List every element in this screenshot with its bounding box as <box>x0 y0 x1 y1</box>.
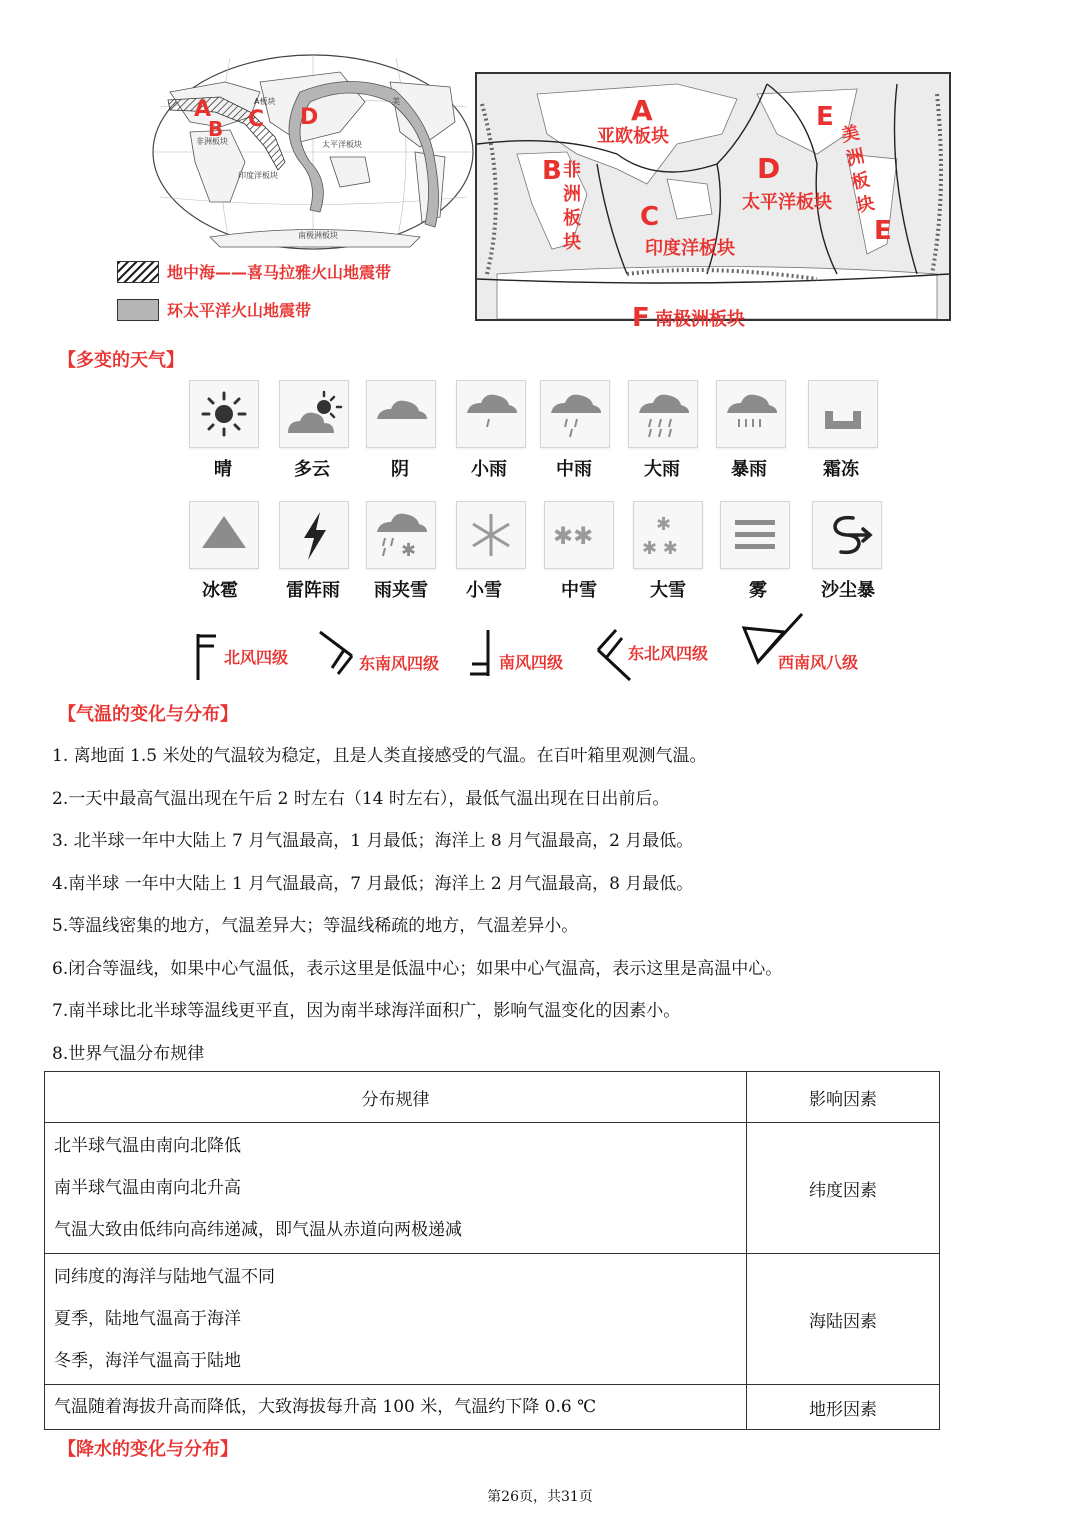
plate-name-antarctic: 南极洲板块 <box>655 309 745 330</box>
table-cell-rules <box>45 1385 747 1430</box>
plate-letter-e2: E <box>874 216 892 246</box>
plate-name-pacific: 太平洋板块 <box>742 192 832 213</box>
thunderstorm-icon <box>279 501 349 569</box>
table-header-cell: 影响因素 <box>747 1072 940 1123</box>
table-cell-factor: 地形因素 <box>747 1385 940 1430</box>
hail-icon <box>189 501 259 569</box>
table-cell-rules <box>45 1254 747 1385</box>
weather-label: 小雪 <box>466 580 502 601</box>
map-label-small: A板块 <box>254 97 276 106</box>
temperature-item: 2.一天中最高气温出现在午后 2 时左右（14 时左右），最低气温出现在日出前后。 <box>52 789 670 809</box>
plate-letter-c: C <box>640 202 660 232</box>
plate-name-indian: 印度洋板块 <box>645 238 735 259</box>
plate-letter-a: A <box>194 97 212 122</box>
weather-label: 暴雨 <box>731 459 767 480</box>
map-label-small: 太平洋板块 <box>322 140 362 149</box>
map-label-small: 美 <box>392 97 400 106</box>
wind-label: 北风四级 <box>224 648 289 667</box>
light-rain-icon <box>456 380 526 448</box>
plate-letter-c: C <box>248 107 265 132</box>
weather-label: 阴 <box>391 459 409 480</box>
wind-label: 南风四级 <box>499 653 564 672</box>
vertical-char: 板 <box>563 208 581 229</box>
temperature-item: 7.南半球比北半球等温线更平直，因为南半球海洋面积广，影响气温变化的因素小。 <box>52 1001 681 1021</box>
table-cell-factor: 纬度因素 <box>747 1123 940 1254</box>
plate-letter-b: B <box>542 156 562 186</box>
heavy-rain-icon <box>628 380 698 448</box>
rule-line: 气温随着海拔升高而降低，大致海拔每升高 100 米，气温约下降 0.6 ℃ <box>54 1397 597 1417</box>
weather-label: 雨夹雪 <box>374 580 428 601</box>
weather-label: 中雨 <box>556 459 592 480</box>
rainstorm-icon <box>716 380 786 448</box>
weather-label: 雾 <box>749 580 767 601</box>
plate-tectonics-map <box>475 72 951 321</box>
rule-line: 夏季，陆地气温高于海洋 <box>54 1309 241 1329</box>
heavy-snow-icon <box>633 501 703 569</box>
temperature-item: 4.南半球 一年中大陆上 1 月气温最高，7 月最低；海洋上 2 月气温最高，8 月最低。 <box>52 874 694 894</box>
table-row <box>45 1385 940 1430</box>
sleet-icon <box>366 501 436 569</box>
weather-label: 大雪 <box>650 580 686 601</box>
plate-letter-b: B <box>208 117 224 141</box>
weather-label: 冰雹 <box>202 580 238 601</box>
sandstorm-icon <box>812 501 882 569</box>
wind-label: 东北风四级 <box>628 644 709 663</box>
volcano-earthquake-belt-map <box>150 52 476 252</box>
temperature-item: 6.闭合等温线，如果中心气温低，表示这里是低温中心；如果中心气温高，表示这里是高温中心。 <box>52 959 783 979</box>
map-label-small: 南极洲板块 <box>298 231 338 240</box>
precipitation-heading: 【降水的变化与分布】 <box>58 1439 238 1460</box>
temperature-distribution-table <box>44 1071 940 1430</box>
page-number: 第26页，共31页 <box>487 1489 593 1505</box>
table-cell-factor: 海陆因素 <box>747 1254 940 1385</box>
weather-label: 大雨 <box>644 459 680 480</box>
weather-label: 多云 <box>294 459 330 480</box>
table-header-row <box>45 1072 940 1123</box>
weather-label: 雷阵雨 <box>286 580 340 601</box>
weather-heading: 【多变的天气】 <box>58 350 184 371</box>
map-label-small: 印度洋板块 <box>238 171 278 180</box>
temperature-item: 3. 北半球一年中大陆上 7 月气温最高，1 月最低；海洋上 8 月气温最高，2 月最低。 <box>52 831 694 851</box>
map-legend <box>117 258 457 328</box>
partly-cloudy-icon <box>279 380 349 448</box>
vertical-char: 美 <box>839 122 862 147</box>
plate-letter-e: E <box>816 102 834 132</box>
legend-label: 环太平洋火山地震带 <box>167 301 312 320</box>
vertical-char: 非 <box>563 160 581 181</box>
southeast-wind-symbol-icon <box>316 628 358 684</box>
weather-label: 晴 <box>214 459 232 480</box>
weather-label: 霜冻 <box>823 459 859 480</box>
wind-label: 东南风四级 <box>359 654 440 673</box>
wind-label: 西南风八级 <box>778 653 859 672</box>
plate-name-eurasian: 亚欧板块 <box>597 126 669 147</box>
plate-letter-d: D <box>300 105 319 130</box>
rule-line: 气温大致由低纬向高纬递减，即气温从赤道向两极递减 <box>54 1220 462 1240</box>
legend-label: 地中海——喜马拉雅火山地震带 <box>167 263 392 282</box>
vertical-char: 块 <box>563 232 581 253</box>
rule-line: 冬季，海洋气温高于陆地 <box>54 1351 241 1371</box>
weather-label: 中雪 <box>561 580 597 601</box>
fog-icon <box>720 501 790 569</box>
vertical-char: 块 <box>854 192 877 218</box>
temperature-item: 8.世界气温分布规律 <box>52 1044 205 1064</box>
weather-label: 小雨 <box>471 459 507 480</box>
rule-line: 北半球气温由南向北降低 <box>54 1136 241 1156</box>
rule-line: 南半球气温由南向北升高 <box>54 1178 241 1198</box>
light-snow-icon <box>456 501 526 569</box>
overcast-icon <box>366 380 436 448</box>
moderate-snow-icon <box>544 501 614 569</box>
table-row <box>45 1123 940 1254</box>
temperature-item: 5.等温线密集的地方，气温差异大；等温线稀疏的地方，气温差异小。 <box>52 916 579 936</box>
plates-map-graphic <box>477 74 949 319</box>
plate-name-african-vertical <box>563 159 583 255</box>
table-cell-rules <box>45 1123 747 1254</box>
svg-text:✱ ✱: ✱ ✱ <box>642 538 678 559</box>
world-map-graphic <box>150 52 476 252</box>
sun-icon <box>189 380 259 448</box>
plate-letter-a: A <box>631 94 653 127</box>
north-wind-symbol-icon <box>190 630 220 686</box>
svg-text:✱: ✱ <box>401 540 417 561</box>
vertical-char: 洲 <box>844 145 867 171</box>
map-label-small: 非洲板块 <box>196 137 228 146</box>
plate-letter-d: D <box>757 152 781 185</box>
svg-text:✱✱: ✱✱ <box>553 522 594 550</box>
weather-label: 沙尘暴 <box>821 580 875 601</box>
plate-letter-f: F <box>632 303 650 333</box>
temperature-heading: 【气温的变化与分布】 <box>58 704 238 725</box>
vertical-char: 板 <box>849 169 872 194</box>
rule-line: 同纬度的海洋与陆地气温不同 <box>54 1267 275 1287</box>
legend-hatched-swatch <box>117 261 159 283</box>
legend-gray-swatch <box>117 299 159 321</box>
svg-text:✱: ✱ <box>656 514 672 535</box>
vertical-char: 洲 <box>563 184 581 205</box>
south-wind-symbol-icon <box>466 628 496 684</box>
moderate-rain-icon <box>540 380 610 448</box>
temperature-item: 1. 离地面 1.5 米处的气温较为稳定，且是人类直接感受的气温。在百叶箱里观测气温。 <box>52 746 707 766</box>
table-row <box>45 1254 940 1385</box>
frost-icon <box>808 380 878 448</box>
table-header-cell: 分布规律 <box>45 1072 747 1123</box>
